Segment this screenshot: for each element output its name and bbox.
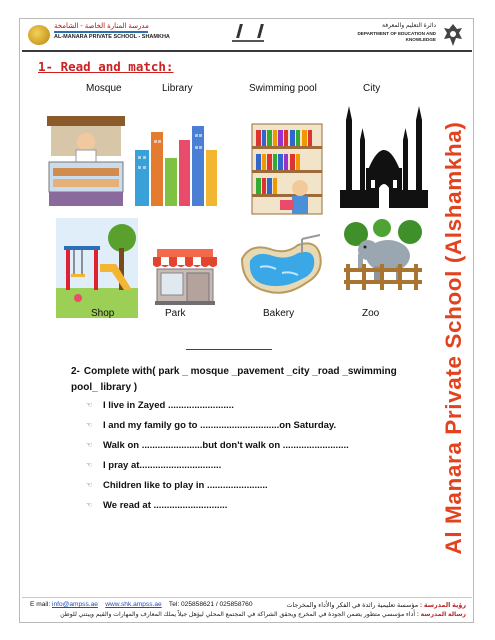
section2-instruction: [71, 364, 411, 396]
department-logo-block: [346, 22, 466, 48]
bakery-shop-picture: [45, 112, 127, 210]
vision-text: مؤسسة تعليمية رائدة في الفكر والأداء والمخرجات: [286, 602, 419, 609]
word-city: City: [363, 83, 381, 94]
center-emblem: [228, 22, 268, 48]
emblem-icon: [236, 24, 264, 38]
sentence-2: [86, 420, 337, 431]
mission-text: أداء مؤسسي متطور يضمن الجودة في المخرج ويحقق الشراكة في المجتمع المحلي ليؤهل جيلاً يملك المعارف والمهارات والقيم ويبتني للوطن: [60, 611, 416, 618]
footer-contact: [30, 601, 253, 608]
word-library: Library: [162, 83, 193, 94]
telephone: Tel: 025858621 / 025858760: [168, 601, 253, 608]
sentence-text: I pray at...............................: [103, 460, 222, 471]
pointing-hand-icon: ☜: [86, 482, 93, 489]
footer-mission: [60, 611, 466, 618]
pointing-hand-icon: ☜: [86, 402, 93, 409]
vertical-school-name: Al Manara Private School (Alshamkha): [441, 121, 466, 555]
sentence-text: Children like to play in .......................: [103, 480, 268, 491]
pointing-hand-icon: ☜: [86, 422, 93, 429]
word-zoo: Zoo: [362, 308, 380, 319]
sentence-text: We read at ............................: [103, 500, 228, 511]
department-name-arabic: دائرة التعليم والمعرفة: [382, 23, 436, 29]
section2-instruction-text: Complete with( park _ mosque _pavement _city _road _swimming pool_ library ): [71, 366, 397, 393]
school-logo-icon: [28, 25, 50, 45]
pointing-hand-icon: ☜: [86, 502, 93, 509]
mission-label: رسالة المدرسة :: [416, 611, 466, 618]
header-rule: [22, 50, 472, 52]
word-bakery: Bakery: [263, 308, 295, 319]
section2-number: 2-: [71, 366, 80, 377]
email-link[interactable]: info@ampss.ae: [52, 601, 98, 608]
library-bookshelves-picture: [250, 122, 326, 224]
school-logo-block: [28, 22, 178, 48]
sentence-4: [86, 460, 222, 471]
word-mosque: Mosque: [86, 83, 122, 94]
shop-storefront-picture: [151, 247, 219, 305]
zoo-elephant-picture: [342, 218, 424, 292]
school-name-arabic: مدرسة المنارة الخاصة - الشامخة: [54, 23, 149, 30]
page-footer: [22, 597, 472, 622]
email-label: E mail:: [30, 601, 51, 608]
footer-vision: [286, 601, 466, 609]
mosque-picture: [338, 100, 430, 210]
website-link[interactable]: www.shk.ampss.ae: [105, 601, 162, 608]
park-playground-picture: [56, 218, 138, 318]
pointing-hand-icon: ☜: [86, 442, 93, 449]
page-header: [22, 20, 472, 50]
sentence-5: [86, 480, 268, 491]
school-name-english: AL-MANARA PRIVATE SCHOOL - SHAMKHA: [54, 34, 170, 40]
pointing-hand-icon: ☜: [86, 462, 93, 469]
department-name-english: DEPARTMENT OF EDUCATION AND KNOWLEDGE: [357, 31, 436, 42]
sentence-text: I live in Zayed .........................: [103, 400, 234, 411]
vision-label: رؤية المدرسة :: [419, 602, 466, 609]
city-buildings-picture: [133, 120, 219, 206]
word-swimming-pool: Swimming pool: [249, 83, 317, 94]
sentence-text: I and my family go to ..............................on Saturday.: [103, 420, 337, 431]
sentence-text: Walk on .......................but don't walk on .........................: [103, 440, 349, 451]
word-shop: Shop: [91, 308, 115, 319]
sentence-3: [86, 440, 349, 451]
swimming-pool-picture: [236, 233, 326, 299]
school-name-underline: [54, 31, 148, 33]
section-divider: [186, 349, 272, 350]
word-park: Park: [165, 308, 186, 319]
section1-title: 1- Read and match:: [38, 59, 174, 74]
sentence-1: [86, 400, 234, 411]
falcon-emblem-icon: [442, 23, 464, 47]
sentence-6: [86, 500, 228, 511]
